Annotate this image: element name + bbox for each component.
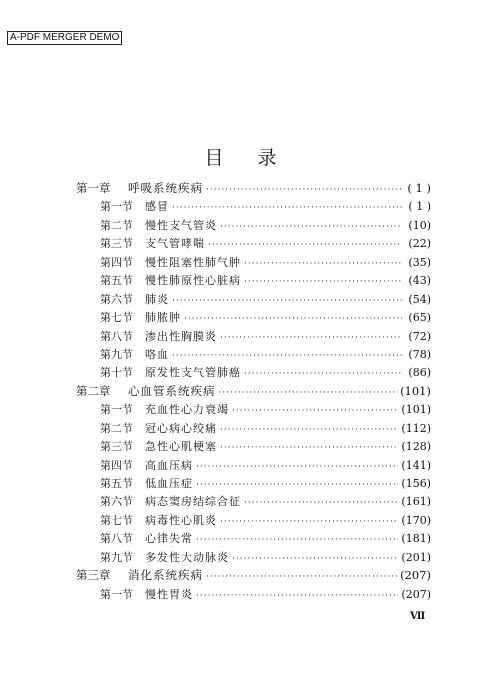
toc-section-row — [76, 549, 431, 567]
toc-entry-number: 第八节 — [100, 532, 133, 546]
toc-section-row — [76, 198, 431, 216]
toc-entry-number: 第七节 — [100, 311, 133, 325]
toc-entry-title: 渗出性胸膜炎 — [145, 329, 217, 343]
toc-section-row — [76, 272, 431, 290]
toc-dot-leader — [220, 517, 398, 527]
toc-entry-title: 原发性支气管肺癌 — [145, 366, 241, 380]
toc-section-row — [76, 493, 431, 511]
toc-entry-number: 第六节 — [100, 495, 133, 509]
toc-chapter-row — [76, 383, 431, 401]
toc-entry-number: 第二节 — [100, 218, 133, 232]
toc-page-number: (141) — [401, 458, 431, 472]
toc-page-number: (161) — [401, 495, 431, 509]
toc-entry-title: 肺脓肿 — [145, 311, 181, 325]
toc-section-row — [76, 235, 431, 253]
toc-section-row — [76, 254, 431, 272]
toc-entry-title: 冠心病心绞痛 — [145, 421, 217, 435]
toc-dot-leader — [208, 240, 402, 250]
toc-page-number: (181) — [401, 532, 431, 546]
toc-section-row — [76, 309, 431, 327]
toc-dot-leader — [244, 369, 402, 379]
toc-entry-number: 第二节 — [100, 421, 133, 435]
toc-section-row — [76, 586, 431, 604]
toc-dot-leader — [219, 388, 398, 398]
toc-entry-title: 多发性大动脉炎 — [145, 550, 229, 564]
page-folio: Ⅶ — [410, 611, 426, 622]
toc-page-number: (207) — [401, 587, 431, 601]
toc-dot-leader — [196, 535, 398, 545]
toc-page-number: (86) — [408, 366, 431, 380]
toc-entry-title: 病毒性心肌炎 — [145, 513, 217, 527]
toc-dot-leader — [172, 351, 402, 361]
toc-dot-leader — [196, 462, 398, 472]
toc-entry-title: 肺炎 — [145, 292, 169, 306]
toc-entry-title: 心律失常 — [145, 532, 193, 546]
toc-entry-title: 心血管系统疾病 — [128, 383, 216, 398]
toc-entry-number: 第八节 — [100, 329, 133, 343]
toc-chapter-row — [76, 567, 431, 585]
toc-entry-title: 感冒 — [145, 200, 169, 214]
toc-page-number: (35) — [408, 255, 431, 269]
toc-section-row — [76, 346, 431, 364]
toc-dot-leader — [244, 498, 398, 508]
toc-section-row — [76, 328, 431, 346]
toc-section-row — [76, 475, 431, 493]
toc-dot-leader — [220, 333, 402, 343]
toc-entry-title: 病态窦房结综合征 — [145, 495, 241, 509]
toc-section-row — [76, 291, 431, 309]
toc-page-number: ( 1 ) — [407, 181, 431, 195]
toc-page-number: (10) — [408, 218, 431, 232]
toc-section-row — [76, 420, 431, 438]
toc-dot-leader — [206, 572, 397, 582]
toc-section-row — [76, 438, 431, 456]
toc-page-number: (128) — [401, 440, 431, 454]
toc-dot-leader — [232, 554, 398, 564]
toc-page-number: (65) — [408, 311, 431, 325]
toc-dot-leader — [232, 406, 398, 416]
toc-page-number: (156) — [401, 477, 431, 490]
toc-section-row — [76, 401, 431, 419]
toc-entry-number: 第十节 — [100, 366, 133, 380]
toc-entry-number: 第五节 — [100, 274, 133, 288]
toc-dot-leader — [196, 591, 398, 601]
toc-entry-title: 咯血 — [145, 347, 169, 361]
toc-entry-number: 第三章 — [76, 568, 111, 583]
toc-dot-leader — [220, 222, 402, 232]
toc-entry-title: 低血压症 — [145, 477, 193, 490]
toc-dot-leader — [196, 480, 398, 490]
toc-section-row — [76, 457, 431, 475]
toc-entry-number: 第六节 — [100, 292, 133, 306]
toc-section-row — [76, 512, 431, 530]
toc-entry-title: 慢性肺原性心脏病 — [145, 274, 241, 288]
watermark-label: A-PDF MERGER DEMO — [7, 31, 122, 45]
toc-page-number: (54) — [408, 292, 431, 306]
table-of-contents — [76, 180, 431, 604]
toc-dot-leader — [184, 314, 402, 324]
toc-entry-title: 慢性阻塞性肺气肿 — [145, 255, 241, 269]
toc-entry-title: 消化系统疾病 — [128, 568, 203, 583]
toc-entry-title: 高血压病 — [145, 458, 193, 472]
toc-entry-title: 慢性支气管炎 — [145, 218, 217, 232]
toc-section-row — [76, 217, 431, 235]
page-title: 目录 — [204, 147, 311, 169]
toc-dot-leader — [220, 425, 398, 435]
toc-dot-leader — [172, 203, 402, 213]
toc-entry-number: 第三节 — [100, 440, 133, 454]
toc-page-number: ( 1 ) — [408, 200, 431, 214]
toc-page-number: (101) — [400, 383, 431, 398]
toc-page-number: (170) — [401, 513, 431, 527]
toc-page-number: (201) — [401, 550, 431, 564]
toc-page-number: (22) — [408, 237, 431, 251]
toc-entry-title: 急性心肌梗塞 — [145, 440, 217, 454]
toc-page-number: (101) — [401, 403, 431, 417]
toc-page-number: (112) — [401, 421, 431, 435]
toc-dot-leader — [172, 296, 402, 306]
toc-page-number: (72) — [408, 329, 431, 343]
toc-entry-number: 第一节 — [100, 403, 133, 417]
toc-page-number: (78) — [408, 347, 431, 361]
toc-entry-title: 呼吸系统疾病 — [128, 181, 203, 195]
toc-entry-number: 第九节 — [100, 347, 133, 361]
toc-dot-leader — [244, 259, 402, 269]
toc-dot-leader — [220, 443, 398, 453]
toc-entry-title: 慢性胃炎 — [145, 587, 193, 601]
toc-entry-number: 第四节 — [100, 458, 133, 472]
toc-page-number: (43) — [408, 274, 431, 288]
toc-section-row — [76, 530, 431, 548]
toc-entry-number: 第九节 — [100, 550, 133, 564]
toc-entry-number: 第二章 — [76, 383, 111, 398]
toc-entry-number: 第七节 — [100, 513, 133, 527]
toc-entry-title: 充血性心力衰竭 — [145, 403, 229, 417]
toc-dot-leader — [244, 277, 402, 287]
toc-entry-number: 第一章 — [76, 181, 111, 195]
toc-page-number: (207) — [400, 568, 431, 583]
toc-entry-number: 第四节 — [100, 255, 133, 269]
toc-dot-leader — [206, 185, 402, 195]
toc-entry-title: 支气管哮喘 — [145, 237, 205, 251]
toc-section-row — [76, 364, 431, 382]
toc-chapter-row — [76, 180, 431, 198]
toc-entry-number: 第三节 — [100, 237, 133, 251]
toc-entry-number: 第一节 — [100, 200, 133, 214]
toc-entry-number: 第五节 — [100, 477, 133, 490]
toc-entry-number: 第一节 — [100, 587, 133, 601]
